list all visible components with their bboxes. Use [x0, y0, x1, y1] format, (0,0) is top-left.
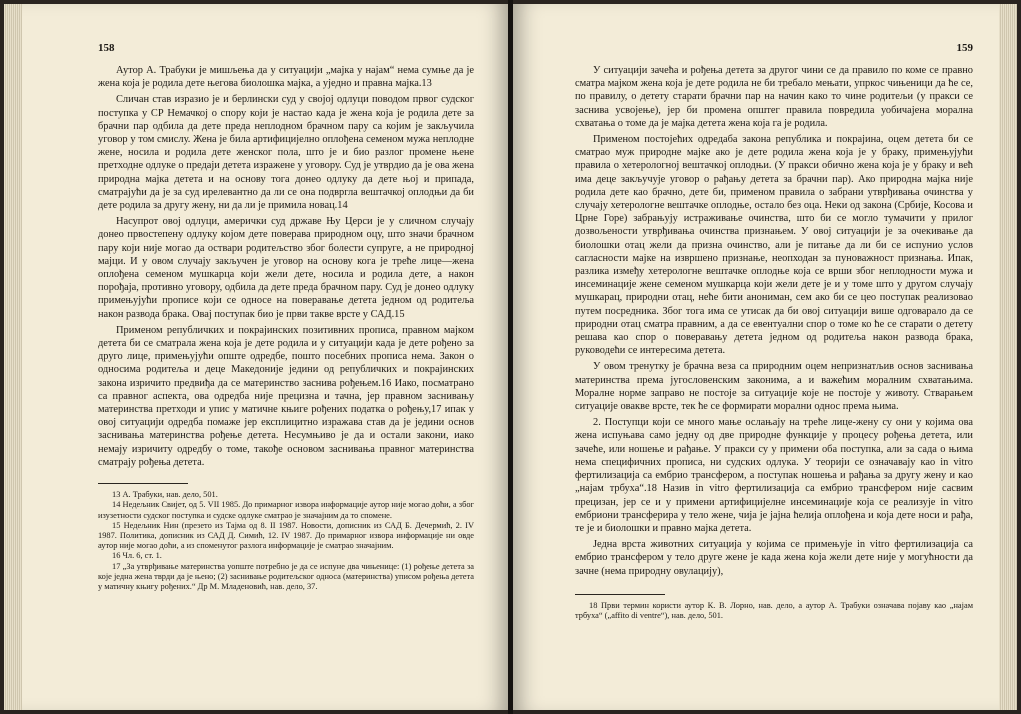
paragraph: Применом постојећих одредаба закона република и покрајина, оцем детета би се сматрао муж природне мајке ако је дете родила жена која је у браку, примењујући правила о хетерологној вештачкој оплодњи. (У пракси обично жена која је у браку и већ има деце закључује уговор о рађању детета за брачни пар). Ако природна мајка није родила дете као брачно, дете би, применом правила о забрани утврђивања очинства у случају хетерологне вештачке оплодње, остало без оца. Неки од закона (Србије, Косова и Црне Горе) забрањују истраживање очинства, што би се могло тумачити у прилог дозвољености утврђивања очинства признањем. У овој ситуацији је за очекивање да биолошки отац жели да призна очинство, али је питање да ли би се испунио услов сагласности мајке на извршено признање, неопходан за пуноважност признања. Ипак, разлика између хетерологне вештачке оплодње која се врши због неплодности мужа и инсеминације жене семеном мушкарца који жели дете је и у томе што у другом случају мушкарац, природни отац, неће бити анониман, сем ако би се цео поступак реализовао путем посредника. Због тога има се утисак да би овој ситуацији више одговарало да се природни отац сматра правним, а да се евентуални спор о томе ко ће се старати о детету решава као спор о поверавању детета једном од родитеља након развода брака, руководећи се интересима детета.	[575, 134, 973, 357]
paragraph: У ситуацији зачећа и рођења детета за другог чини се да правило по коме се правно сматра мајком жена која је дете родила не би требало мењати, упркос чињеници да ће се, по правилу, о детету старати брачни пар на начин како то чине родитељи (у пракси се заснива усвојење), јер би промена општег правила повредила уобичајена морална схватања о томе да је мајка детета жена која га је родила.	[575, 65, 973, 129]
left-page	[4, 4, 508, 710]
page-number: 158	[98, 42, 115, 54]
right-page	[513, 4, 1017, 710]
footnote: 14 Недељник Свијет, од 5. VII 1985. До примарног извора информације аутор није могао доћи, а због изузетности судског поступка и судске одлуке сматрао је значајним да то спомене.	[98, 500, 474, 520]
footnote-divider	[575, 594, 665, 595]
paragraph: Једна врста животних ситуација у којима се примењује in vitro фертилизација са ембрио трансфером у тело друге жене је када жена која жели дете није у могућности да зачне (нема природну овулацију),	[575, 539, 973, 577]
paragraph: 2. Поступци који се много мање ослањају на треће лице-жену су они у којима ова жена испуњава само једну од две природне функције у процесу рођења детета, или зачеће, или ношење и рађање. У пракси су у примени оба поступка, али за сада о њима нема специфичних прописа, ни судских одлука. У теорији се означавају као in vitro фертилизација са ембрио трансфером, а поступак ношења и рађања за другу жену и као „најам трбуха“.18 Назив in vitro фертилизација са ембрио трансфером није сасвим прецизан, јер се и у примени артифицијелне инсеминације која се реализује in vitro ембриони трансферира у тело жене, чија је јајна ћелија оплођена и која дете носи и рађа, те је и биолошки и правно мајка детета.	[575, 417, 973, 534]
footnote: 13 А. Трабуки, нав. дело, 501.	[112, 490, 218, 500]
paragraph: Сличан став изразио је и берлински суд у својој одлуци поводом првог судског поступка у СР Немачкој о спору који је настао када је жена која је родила дете за брачни пар одбила да дете преда неплодном брачном пару са којим је закључила уговор у том смислу. Жена је била артифицијелно оплођена семеном мужа неплодне жене, носила и родила дете женског пола, што је и био разлог промене њене претходне одлуке о предаји детета изражене у уговору. Суд је утврдио да је ова жена природна мајка детета и на основу тога донео одлуку да дете њој и припада, сматрајући да је за суд ирелевантно да ли се она подвргла вештачкој оплодњи да би дете родила за другу жену, ни да ли је примила новац.14	[98, 94, 474, 212]
paragraph: Применом републичких и покрајинских позитивних прописа, правном мајком детета би се сматрала жена која је дете родила и у ситуацији када је дете рођено за друго лице, примењујући опште одредбе, пошто посебних прописа нема. Закон о односима родитеља и деце Македоније једини од републичких и покрајинских закона изричито предвиђа да се материнство заснива рођењем.16 Иако, посматрано са правног аспекта, ова одредба није прецизна и тачна, јер правном заснивању материнства претходи и упис у матичне књиге рођених податка о рођењу,17 ипак у овој ситуацији одредба помаже јер експлицитно изражава став да је једини основ заснивања материнства рођење детета. Несумњиво је да и остали закони, иако немају изричиту одредбу о томе, такође основом заснивања правног материнства сматрају рођења детета.	[98, 324, 474, 468]
footnote: 16 Чл. 6, ст. 1.	[112, 551, 162, 561]
footnote: 15 Недељник Нин (презето из Тајма од 8. II 1987. Новости, дописник из САД Б. Дечермић, 2. IV 1987. Политика, дописник из САД Д. Симић, 12. IV 1987. До примарног извора информације ни овде аутор није могао доћи, а из споменутог разлога информације је сматрао значајним.	[98, 520, 474, 551]
page-edge-right	[999, 4, 1017, 710]
paragraph: Насупрот овој одлуци, амерички суд државе Њу Церси је у сличном случају донео првостепену одлуку којом дете поверава природном оцу, што значи брачном пару који није могао да оствари родитељство због болести супруге, а не природној мајци. И у овом случају закључен је уговор на основу кога је треће лице—жена оплођена семеном мушкарца који жели дете, носила и родила дете, а након порођаја, противно уговору, одбила да дете преда брачном пару. Суд је донео одлуку примењујући прописе који се односе на поверавање детета једном од родитеља након развода брака. Овај поступак био је први такве врсте у САД.15	[98, 216, 474, 320]
footnote-divider	[98, 483, 188, 484]
paragraph: Аутор А. Трабуки је мишљења да у ситуацији „мајка у најам“ нема сумње да је жена која је родила дете његова биолошка мајка, а уједно и правна мајка.13	[98, 65, 474, 90]
page-number: 159	[956, 42, 973, 54]
paragraph: У овом тренутку је брачна веза са природним оцем непризнатљив основ заснивања материнства према југословенским законима, а и важећим моралним схватањима. Моралне норме заправо не постоје за ситуације које не постоје у животу. Стварањем ситуације оваквe врсте, тек ће се формирати морални однос према њима.	[575, 361, 973, 413]
footnote: 18 Први термин користи аутор К. В. Лорно, нав. дело, а аутор А. Трабуки означава појаву као „најам трбуха“ („affito di ventre“), нав. дело, 501.	[575, 600, 973, 620]
page-edge-left	[4, 4, 22, 710]
footnote: 17 „За утврђивање материнства уопште потребно је да се испуне два чињенице: (1) рођење детета за које једна жена тврди да је њено; (2) заснивање родитељског односа (материнства) уписом рођења детета у матичну књигу рођених.“ Др М. Младеновић, нав. дело, 37.	[98, 561, 474, 591]
